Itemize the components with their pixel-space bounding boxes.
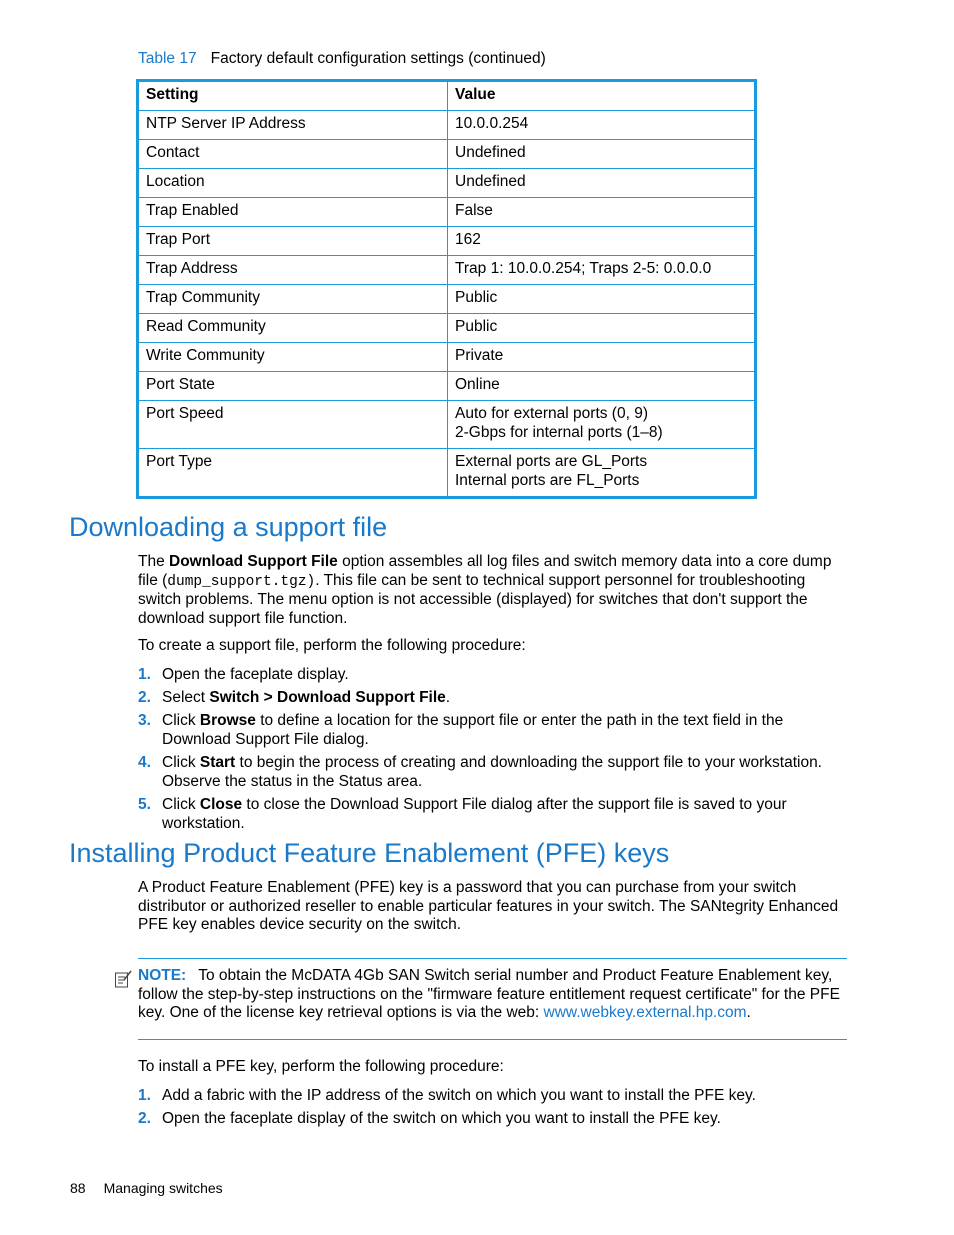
setting-cell: Read Community	[138, 314, 448, 343]
step-number: 2.	[138, 689, 151, 706]
table-title: Factory default configuration settings (continued)	[210, 50, 546, 67]
step-number: 2.	[138, 1110, 151, 1127]
step-text: Add a fabric with the IP address of the switch on which you want to install the PFE key.	[162, 1087, 756, 1104]
step-text: Open the faceplate display of the switch on which you want to install the PFE key.	[162, 1110, 721, 1127]
value-cell	[448, 140, 756, 169]
table-row	[138, 198, 756, 227]
value-line: Online	[455, 376, 500, 393]
webkey-link[interactable]: www.webkey.external.hp.com	[543, 1004, 747, 1021]
section-heading: Installing Product Feature Enablement (PFE) keys	[69, 838, 670, 868]
value-cell	[448, 169, 756, 198]
setting-cell: Port Type	[138, 449, 448, 498]
value-line: Public	[455, 318, 498, 335]
text: The	[138, 553, 170, 570]
setting-cell: Trap Port	[138, 227, 448, 256]
table-row	[138, 343, 756, 372]
value-line: Private	[455, 347, 504, 364]
step-number: 1.	[138, 1087, 151, 1104]
paragraph: To install a PFE key, perform the following procedure:	[138, 1058, 504, 1075]
table-row	[138, 449, 756, 498]
table-row	[138, 227, 756, 256]
step-bold-text: Browse	[199, 712, 256, 729]
procedure-list	[138, 665, 848, 837]
bold-text: Download Support File	[169, 553, 338, 570]
value-cell	[448, 198, 756, 227]
list-item	[138, 795, 848, 833]
note-text: To obtain the McDATA 4Gb SAN Switch serial number and Product Feature Enablement key, follow the step-by-step instructions on the "firmware feature entitlement request certificate" for the PFE key. One of the license key retrieval options is via the web:	[138, 967, 840, 1021]
value-line: 162	[455, 231, 481, 248]
step-text: Click	[162, 754, 200, 771]
table-number: Table 17	[138, 50, 197, 67]
value-line: False	[455, 202, 493, 219]
paragraph	[138, 553, 848, 628]
table-row	[138, 314, 756, 343]
value-line: Undefined	[455, 173, 526, 190]
setting-cell: NTP Server IP Address	[138, 111, 448, 140]
table-row	[138, 372, 756, 401]
setting-cell: Write Community	[138, 343, 448, 372]
note-end: .	[746, 1004, 751, 1021]
setting-cell: Trap Enabled	[138, 198, 448, 227]
value-cell	[448, 372, 756, 401]
value-line: Internal ports are FL_Ports	[455, 472, 640, 489]
text: option assembles all log files and switch memory data into a core dump file (	[138, 553, 832, 589]
value-cell	[448, 343, 756, 372]
step-text: to begin the process of creating and downloading the support file to your workstation. Observe the status in the Status area.	[162, 754, 822, 790]
code-text: dump_support.tgz)	[167, 573, 316, 590]
setting-cell: Trap Address	[138, 256, 448, 285]
list-item	[138, 1086, 848, 1105]
step-number: 1.	[138, 666, 151, 683]
setting-cell: Location	[138, 169, 448, 198]
list-item	[138, 688, 848, 707]
step-number: 3.	[138, 712, 151, 729]
table-row	[138, 256, 756, 285]
list-item	[138, 1109, 848, 1128]
value-cell	[448, 314, 756, 343]
list-item	[138, 665, 848, 684]
value-cell	[448, 111, 756, 140]
table-row	[138, 111, 756, 140]
step-text: Open the faceplate display.	[162, 666, 349, 683]
note-top-rule	[138, 958, 847, 959]
table-row	[138, 140, 756, 169]
step-bold-text: Switch > Download Support File	[209, 689, 446, 706]
footer-section: Managing switches	[103, 1180, 223, 1196]
column-header: Value	[448, 81, 756, 111]
page-number: 88	[70, 1180, 86, 1196]
list-item	[138, 711, 848, 749]
value-cell	[448, 285, 756, 314]
note-label: NOTE:	[138, 967, 187, 984]
step-bold-text: Start	[199, 754, 236, 771]
setting-cell: Port State	[138, 372, 448, 401]
section-heading: Downloading a support file	[69, 512, 388, 542]
table-header-row	[138, 81, 756, 111]
value-line: Auto for external ports (0, 9)	[455, 405, 648, 422]
note-bottom-rule	[138, 1039, 847, 1040]
page-footer	[70, 1180, 223, 1196]
text: . This file can be sent to technical support personnel for troubleshooting switch problems. The menu option is not accessible (displayed) for switches that don't support the download support file function.	[138, 571, 808, 627]
note-box	[138, 967, 848, 1023]
step-bold-text: Close	[199, 796, 243, 813]
paragraph: A Product Feature Enablement (PFE) key is a password that you can purchase from your switch distributor or authorized reseller to enable particular features in your switch. The SANtegrity Enhanced PFE key enables device security on the switch.	[138, 879, 839, 933]
value-line: 10.0.0.254	[455, 115, 529, 132]
step-number: 4.	[138, 754, 151, 771]
step-text: to close the Download Support File dialog after the support file is saved to your workstation.	[162, 796, 787, 832]
value-cell	[448, 227, 756, 256]
config-table	[136, 79, 757, 499]
list-item	[138, 753, 848, 791]
table-caption	[138, 50, 546, 68]
column-header: Setting	[138, 81, 448, 111]
table-row	[138, 401, 756, 449]
value-cell	[448, 449, 756, 498]
step-text: to define a location for the support file or enter the path in the text field in the Download Support File dialog.	[162, 712, 784, 748]
note-icon	[114, 970, 132, 988]
value-line: External ports are GL_Ports	[455, 453, 648, 470]
step-text: Click	[162, 796, 200, 813]
value-line: Public	[455, 289, 498, 306]
value-cell	[448, 401, 756, 449]
setting-cell: Port Speed	[138, 401, 448, 449]
setting-cell: Contact	[138, 140, 448, 169]
paragraph: To create a support file, perform the following procedure:	[138, 637, 526, 654]
value-line: Trap 1: 10.0.0.254; Traps 2-5: 0.0.0.0	[455, 260, 712, 277]
step-number: 5.	[138, 796, 151, 813]
value-line: Undefined	[455, 144, 526, 161]
value-cell	[448, 256, 756, 285]
value-line: 2-Gbps for internal ports (1–8)	[455, 424, 663, 441]
table-row	[138, 169, 756, 198]
setting-cell: Trap Community	[138, 285, 448, 314]
step-text: Select	[162, 689, 210, 706]
procedure-list	[138, 1086, 848, 1132]
table-row	[138, 285, 756, 314]
step-text: .	[445, 689, 451, 706]
step-text: Click	[162, 712, 200, 729]
